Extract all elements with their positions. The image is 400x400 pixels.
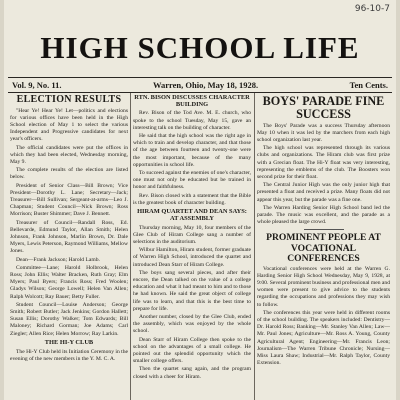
article-paragraph: Dean Starr of Hiram College then spoke to the school on the advantages of a small college. He pointed out the splendid opportunity which the smaller college offers. <box>133 336 251 365</box>
article-paragraph: The Hi-Y Club held its Initiation Ceremony in the evening of the new members in the Y. M. C. A. <box>10 348 128 362</box>
dateline-bar <box>8 77 392 93</box>
article-paragraph: Vocational conferences were held at the Warren G. Harding Senior High School Wednesday, May 9, 1928, at 9:00. Several prominent business and professional men and women were present to give advice to the students regarding the occupations and professions they may wish to follow. <box>257 265 390 308</box>
article-paragraph: The Warren Harding Senior High School band led the parade. The music was excellent, and the parade as a whole pleased the large crowd. <box>257 204 390 226</box>
article-paragraph: Dean—Frank Jackson; Harold Lamb. <box>16 256 100 263</box>
handwritten-note: 96-10-7 <box>354 4 390 14</box>
volume-number: Vol. 9, No. 11. <box>12 80 62 90</box>
article-paragraph: Rev. Bison closed with a statement that the Bible is the greatest book of character building. <box>133 192 251 206</box>
column-2 <box>133 93 251 400</box>
masthead-title: HIGH SCHOOL LIFE <box>40 30 360 65</box>
article-paragraph: To succeed against the enemies of one's character, one must not only be educated but be trained in honor and faithfulness. <box>133 170 251 191</box>
newspaper-page <box>4 0 396 400</box>
article-paragraph: Wilbur Hamilton, Hiram student, former graduate of Warren High School, introduced the quartet and introduced Dean Starr of Hiram College. <box>133 247 251 268</box>
article-paragraph: Committee—Lane; Harold Holbrook, Helen Ross; John Ellis; Walter Bracken, Ruth Gray; Elm Myers; Paul Byers; Francis Ross; Fred Woolen; Gladys Wilson; George Lowell; Helen Van Allen; Ralph Wolcott; Ray Bauer; Betty Fuller. <box>10 264 128 300</box>
divider <box>304 229 344 230</box>
article-paragraph: The complete results of the election are listed below. <box>10 167 128 181</box>
article-paragraph: Student Council—Louise Anderson; George Smith; Robert Butler; Jack Jenkins; Gordon Hallett; Susan Ellis; Dorothy Walker; Tom Edwards; Bill Maloney; Richard Gorman; Joe Adams; Carl Ziegler; Allen Rice; Helen Morrow; Ray Larkin. <box>10 301 128 337</box>
article-paragraph: The Central Junior High was the only junior high that presented a float and received a prize. Many floats did not appear this year, but the parade was a fine one. <box>257 182 390 203</box>
article-paragraph: Treasurer of Council—Randall Ross, Ed. Bellevarde, Edmund Taylor, Allan Smith; Helen Johnson, Frank Johnson, Marlin Brown, Dr. Dale Myers, Lewis Peterson, Raymond Williams, Mellow Jones. <box>10 219 128 255</box>
headline-election-results: ELECTION RESULTS <box>16 94 122 105</box>
article-paragraph: The conferences this year were held in different rooms of the school building. The speakers included: Dentistry—Dr. Harold Ross; Banking—Mr. Stanley Van Allen; Law—Mr. Paul Jones; Agriculture—Mr. Ross A. Young, County Agricultural Agent; Engineering—Mr. Francis Leon; Journalism—The Warren Tribune Chronicle; Nursing—Miss Laura Shaw; Industrial—Mr. Ralph Taylor, County Extension. <box>257 309 390 367</box>
column-rule <box>130 93 131 400</box>
article-paragraph: He said that the high school was the right age in which to train and develop character, and that those of the age between fourteen and twenty-one were the most important, because of the many opportunities in school life. <box>133 133 251 168</box>
column-1 <box>10 93 128 400</box>
article-paragraph: Thursday morning, May 10, four members of the Glee Club of Hiram College sang a number of selections in the auditorium. <box>133 224 251 245</box>
price: Ten Cents. <box>349 80 388 90</box>
article-paragraph: The boys sang several pieces, and after their encore, the Dean talked on the value of a college education and what it had meant to him and to those he had known. He said the great object of college life was to learn, and that this is the best time to prepare for life. <box>133 269 251 312</box>
headline-character-building: RTN. BISON DISCUSSES CHARACTER BUILDING <box>134 94 250 108</box>
article-paragraph: Then the quartet sang again, and the program closed with a cheer for Hiram. <box>133 366 251 380</box>
column-3 <box>257 93 390 400</box>
headline-boys-parade: BOYS' PARADE FINE SUCCESS <box>262 94 385 121</box>
article-paragraph: President of Senior Class—Bill Brown; Vice President—Dorothy L. Lane; Secretary—Jack; Treasurer—Bill Sullivan; Sergeant-at-arms—Leo J. Chapman; Student Council—Nick Brown; Ross Morrison; Buster Shimmer; Dave J. Bennett. <box>10 182 128 218</box>
place-date: Warren, Ohio, May 18, 1928. <box>152 80 259 90</box>
headline-vocational-conferences: PROMINENT PEOPLE AT VOCATIONAL CONFERENCES <box>266 232 381 264</box>
headline-hiram-quartet: HIRAM QUARTET AND DEAN SAYS: AT ASSEMBLY <box>137 208 247 222</box>
article-paragraph: "Hear Ye! Hear Ye! Let—politics and elections for various offices have been held in the High School election of May 1 to select the various Independent and Progressive candidates for next year's officers. <box>10 107 128 143</box>
headline-hi-y-club: THE HI-Y CLUB <box>44 338 94 346</box>
article-paragraph: The Boys' Parade was a success Thursday afternoon May 10 when it was led by the marchers from each high school organization last year. <box>257 122 390 144</box>
article-paragraph: Another number, closed by the Glee Club, ended the assembly, which was enjoyed by the whole school. <box>133 313 251 335</box>
article-paragraph: The official candidates were put the offices in which they had been elected, Wednesday morning, May 9. <box>10 144 128 165</box>
article-paragraph: Rev. Bison of the Tod Ave. M. E. church, who spoke to the school Tuesday, May 15, gave an interesting talk on the building of character. <box>133 110 251 131</box>
column-rule <box>254 93 255 400</box>
article-paragraph: The high school was represented through its various clubs and organizations. The Hiram club was first prize with a Grecian float. The Hi-Y float was very interesting, representing the emblems of the club. The Boosters won second prize for their float. <box>257 145 390 181</box>
